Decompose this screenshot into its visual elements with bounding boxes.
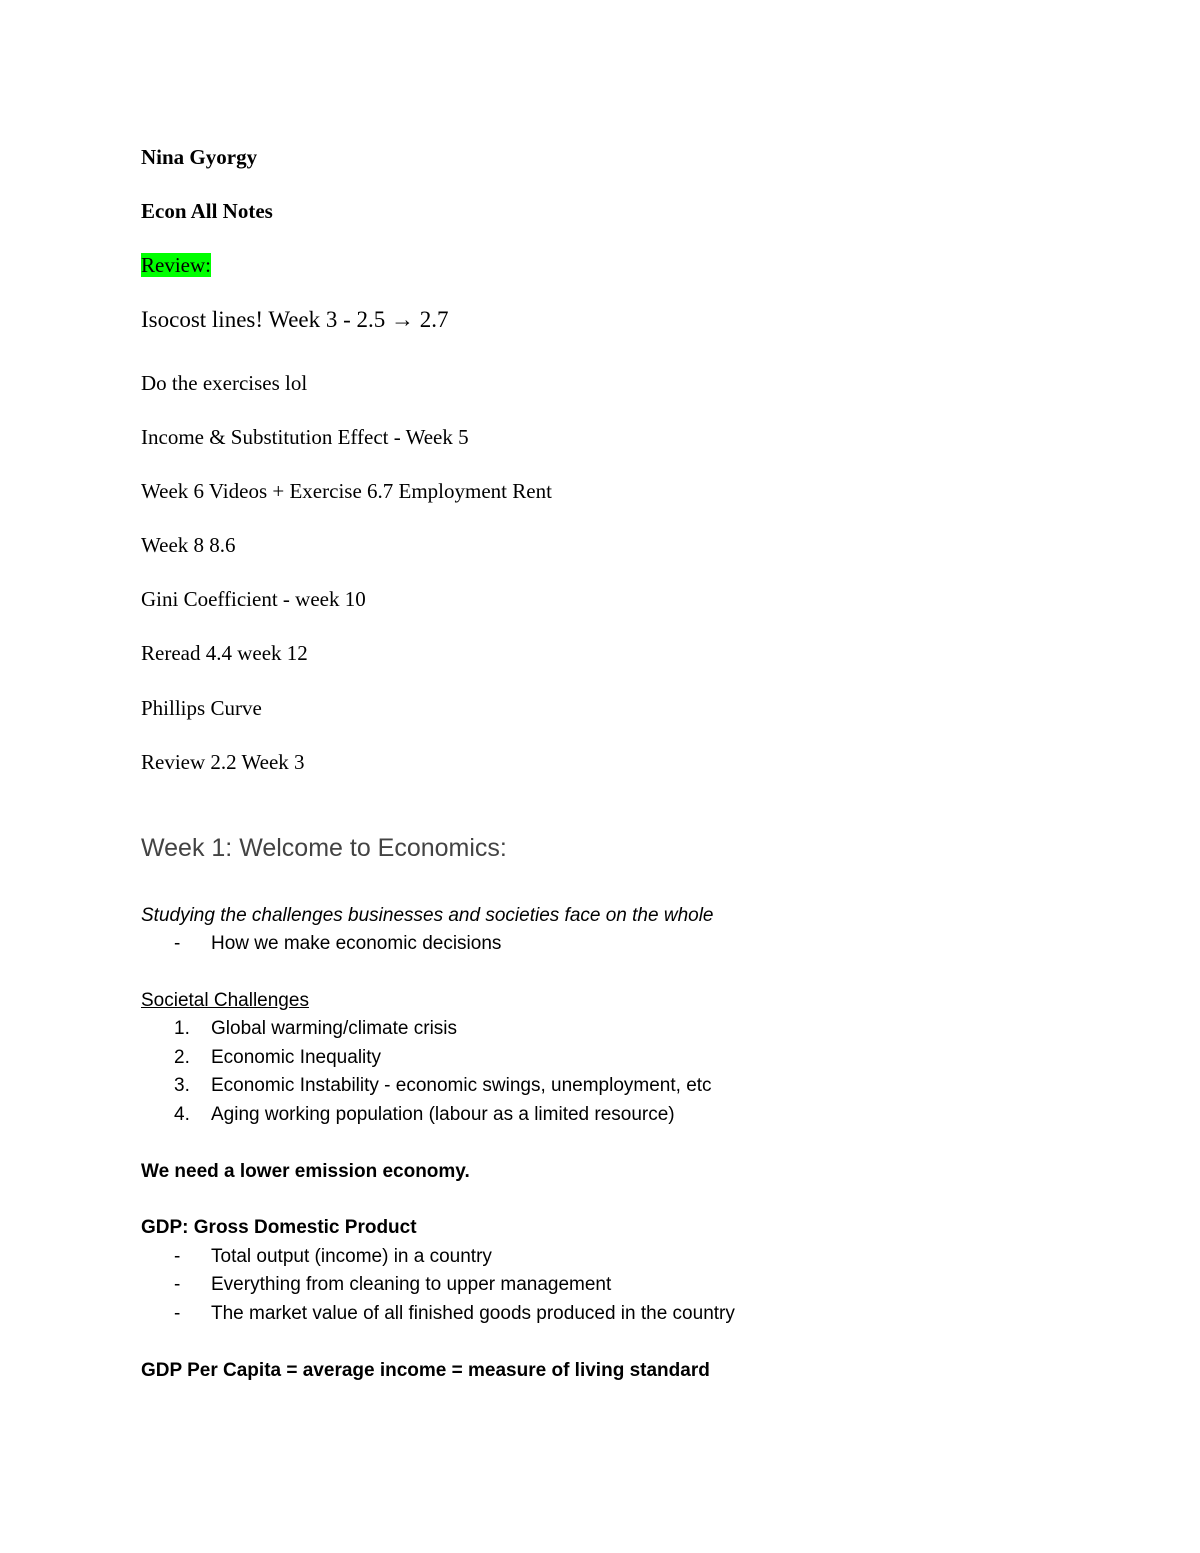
review-highlight: Review: <box>141 253 211 277</box>
bullet-marker: - <box>174 1246 181 1267</box>
week1-intro: Studying the challenges businesses and societies face on the whole <box>141 905 714 926</box>
bullet-marker: - <box>174 1274 181 1295</box>
review-item-exercises: Do the exercises lol <box>141 371 308 395</box>
review-item-gini: Gini Coefficient - week 10 <box>141 587 366 611</box>
review-item-week6: Week 6 Videos + Exercise 6.7 Employment Rent <box>141 479 552 503</box>
week1-heading: Week 1: Welcome to Economics: <box>141 834 507 862</box>
gdp-bullet: Total output (income) in a country <box>211 1246 492 1267</box>
author-name: Nina Gyorgy <box>141 145 258 169</box>
bullet-marker: - <box>174 933 181 954</box>
gdp-title: GDP: Gross Domestic Product <box>141 1217 417 1238</box>
emission-statement: We need a lower emission economy. <box>141 1161 470 1182</box>
list-number: 3. <box>174 1075 190 1096</box>
gdp-per-capita: GDP Per Capita = average income = measure of living standard <box>141 1360 710 1381</box>
review-item-reread: Reread 4.4 week 12 <box>141 641 308 665</box>
challenge-item: Economic Instability - economic swings, unemployment, etc <box>211 1075 712 1096</box>
gdp-bullet: The market value of all finished goods produced in the country <box>211 1303 735 1324</box>
list-number: 4. <box>174 1104 190 1125</box>
review-item-week8: Week 8 8.6 <box>141 533 236 557</box>
list-number: 1. <box>174 1018 190 1039</box>
challenges-title: Societal Challenges <box>141 990 309 1011</box>
challenge-item: Aging working population (labour as a limited resource) <box>211 1104 675 1125</box>
review-item-income-substitution: Income & Substitution Effect - Week 5 <box>141 425 469 449</box>
document-title: Econ All Notes <box>141 199 273 223</box>
intro-bullet: How we make economic decisions <box>211 933 502 954</box>
challenge-item: Economic Inequality <box>211 1047 382 1068</box>
bullet-marker: - <box>174 1303 181 1324</box>
challenge-item: Global warming/climate crisis <box>211 1018 458 1039</box>
review-item-phillips: Phillips Curve <box>141 696 262 720</box>
review-item-review22: Review 2.2 Week 3 <box>141 750 305 774</box>
review-label <box>141 252 211 278</box>
list-number: 2. <box>174 1047 190 1068</box>
gdp-bullet: Everything from cleaning to upper management <box>211 1274 612 1295</box>
review-item-isocost: Isocost lines! Week 3 - 2.5 → 2.7 <box>141 307 449 332</box>
